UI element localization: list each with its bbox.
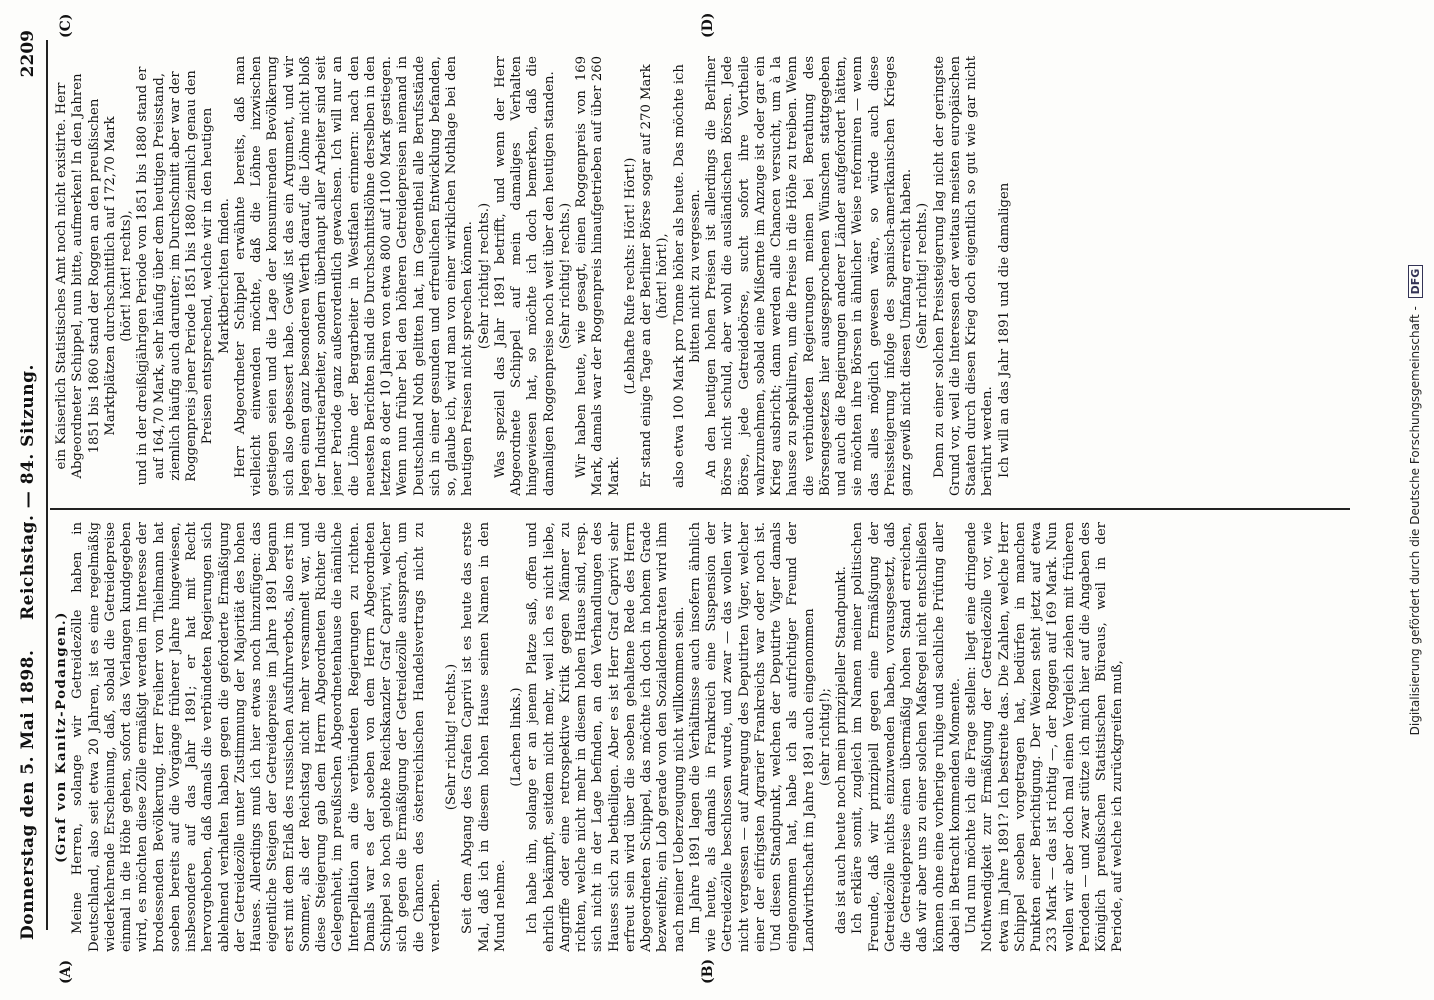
paragraph: also etwa 100 Mark pro Tonne höher als heute. Das möchte ich bitten nicht zu vergessen. (671, 64, 703, 488)
interjection: (Lachen links.) (509, 687, 524, 787)
interjection: (Sehr richtig! rechts.) (915, 202, 931, 350)
paragraph: Im Jahre 1891 lagen die Verhältnisse auch insofern ähnlich wie heute, als damals in Frankreich eine Suspension der Getreidezölle beschlossen wurde, und zwar — das wollen wir nicht vergessen — auf Anregung des Deputirten Viger, welcher einer der eifrigsten Agrarier Frankreichs war oder noch ist. Und diesen Standpunkt, welchen der Deputirte Viger damals eingenommen hat, habe ich als aufrichtiger Freund der Landwirthschaft im Jahre 1891 auch eingenommen (687, 522, 817, 952)
margin-mark-a: (A) (58, 959, 74, 984)
margin-mark-b: (B) (700, 958, 716, 984)
paragraph: Und nun möchte ich die Frage stellen: liegt eine dringende Nothwendigkeit zur Ermäßigung der Getreidezölle vor, wie etwa im Jahre 1891? Ich bestreite das. Die Zahlen, welche Herr Schippel soeben vorgetragen hat, bedürfen in manchen Punkten einer Berichtigung. Der Weizen steht jetzt auf etwa 233 Mark — das ist richtig —, der Roggen auf 169 Mark. Nun wollen wir aber doch mal einen Vergleich ziehen mit früheren Perioden — und zwar stütze ich mich hier auf die Angaben des Königlich preußischen Statistischen Büreaus, weil in der Periode, auf welche ich zurückgreifen muß, (964, 522, 1126, 952)
paragraph: Meine Herren, solange wir Getreidezölle haben in Deutschland, also seit etwa 20 Jahren, ist es eine regelmäßig wiederkehrende Erscheinung, daß, sobald die Getreidepreise einmal in die Höhe gehen, sofort das Verlangen kundgegeben wird, es möchten diese Zölle ermäßigt werden im Interesse der brodessenden Bevölkerung. Herr Freiherr von Thielmann hat soeben bereits auf die Vorgänge früherer Jahre hingewiesen, insbesondere auf das Jahr 1891; er hat mit Recht hervorgehoben, daß damals die verbündeten Regierungen sich ablehnend verhalten haben gegen die geforderte Ermäßigung der Getreidezölle unter Zustimmung der Majorität des hohen Hauses. Allerdings muß ich hier etwas noch hinzufügen: das eigentliche Steigen der Getreidepreise im Jahre 1891 begann erst mit dem Erlaß des russischen Ausfuhrverbots, also erst im Sommer, als der Reichstag nicht mehr versammelt war, und diese Steigerung gab dem Herrn Abgeordneten Richter die Gelegenheit, im preußischen Abgeordnetenhause die nämliche Interpellation an die verbündeten Regierungen zu richten. Damals war es der soeben von dem Herrn Abgeordneten Schippel so hoch gelobte Reichskanzler Graf Caprivi, welcher sich gegen die Ermäßigung der Getreidezölle aussprach, um die Chancen des österreichischen Handelsvertrags nicht zu verderben. (70, 522, 443, 952)
paragraph: Wir haben heute, wie gesagt, einen Roggenpreis von 169 Mark, damals war der Roggenpreis hinaufgetrieben auf über 260 Mark. (574, 56, 622, 496)
paragraph: Herr Abgeordneter Schippel erwähnte bereits, daß man vielleicht einwenden möchte, daß die Löhne inzwischen gestiegen seien und die Lage der konsumirenden Bevölkerung sich also gebessert habe. Gewiß ist das ein Argument, und wir legen einen ganz besonderen Werth darauf, die Löhne nicht bloß der Industriearbeiter, sondern überhaupt aller Arbeiter sind seit jener Periode ganz außerordentlich gewachsen. Ich will nur an die Löhne der Bergarbeiter in Westfalen erinnern: nach den neuesten Berichten sind die Durchschnittslöhne derselben in den letzten 8 oder 10 Jahren von etwa 800 auf 1100 Mark gestiegen. Wenn nun früher bei den höheren Getreidepreisen niemand in Deutschland Noth gelitten hat, im Gegentheil alle Berufsstände sich in einer gesunden und erfreulichen Entwicklung befanden, so, glaube ich, wird man von einer wirklichen Nothlage bei den heutigen Preisen nicht sprechen können. (232, 56, 476, 496)
left-text-column (54, 522, 1374, 952)
interjection: (hört! hört! rechts), (119, 210, 134, 342)
paragraph: Was speziell das Jahr 1891 betrifft, und wenn der Herr Abgeordnete Schippel auf mein damaliges Verhalten hingewiesen hat, so möchte ich doch bemerken, daß die damaligen Roggenpreise noch weit über den heutigen standen. (492, 56, 557, 496)
dfg-logo: DFG (1408, 265, 1423, 299)
paragraph: Seit dem Abgang des Grafen Caprivi ist es heute das erste Mal, daß ich in diesem hohen Hause seinen Namen in den Mund nehme. (460, 522, 508, 952)
paragraph: Ich will an das Jahr 1891 und die damaligen (996, 182, 1012, 478)
header-date: Donnerstag den 5. Mai 1898. (18, 649, 38, 940)
credit-text: Digitalisierung gefördert durch die Deutsche Forschungsgemeinschaft - (1408, 306, 1422, 736)
paragraph: und in der dreißigjährigen Periode von 1851 bis 1880 stand er auf 164,70 Mark, sehr häufig über dem heutigen Preisstand, ziemlich häufig auch darunter; im Durchschnitt aber war der Roggenpreis jener Periode 1851 bis 1880 ziemlich genau den Preisen entsprechend, welche wir in den heutigen Marktberichten finden. (135, 66, 232, 486)
interjection: (Lebhafte Rufe rechts: Hört! Hört!) (622, 157, 638, 395)
paragraph: Er stand einige Tage an der Berliner Börse sogar auf 270 Mark (639, 64, 654, 488)
paragraph: An den heutigen hohen Preisen ist allerdings die Berliner Börse nicht schuld, aber wohl die ausländischen Börsen. Jede Börse, jede Getreidebörse, sucht sofort ihre Vortheile wahrzunehmen, sobald eine Mißernte im Anzuge ist oder gar ein Krieg ausbricht; dann werden alle Chancen versucht, um à la hausse zu spekuliren, um die Preise in die Höhe zu treiben. Wenn die verbündeten Regierungen meinen bei Berathung des Börsengesetzes hier ausgesprochenen Wünschen stattgegeben und auch die Regierungen anderer Länder aufgefordert hätten, sie möchten ihre Börsen in ähnlicher Weise reformiren — wenn das alles möglich gewesen wäre, so würde auch diese Preissteigerung infolge des spanisch-amerikanischen Krieges ganz gewiß nicht diesen Umfang erreicht haben. (704, 56, 914, 496)
paragraph: ein Kaiserlich Statistisches Amt noch nicht existirte. Herr Abgeordneter Schippel, nun bitte, aufmerken! In den Jahren 1851 bis 1860 stand der Roggen an den preußischen Marktplätzen durchschnittlich auf 172,70 Mark (54, 73, 118, 479)
header-rule (46, 40, 48, 930)
interjection: (hört! hört!), (655, 233, 671, 319)
digitization-credit (1408, 0, 1423, 1000)
speaker-name: (Graf von Kanitz-Podangen.) (54, 611, 69, 863)
column-divider (50, 508, 1350, 510)
header-title: Reichstag. — 84. Sitzung. (18, 364, 38, 620)
paragraph: Ich erkläre somit, zugleich im Namen meiner politischen Freunde, daß wir prinzipiell gegen eine Ermäßigung der Getreidezölle nichts einzuwenden haben, vorausgesetzt, daß die Getreidepreise einen übermäßig hohen Stand erreichen, daß wir aber uns zu einer solchen Maßregel nicht entschließen können ohne eine vorherige ruhige und sachliche Prüfung aller dabei in Betracht kommenden Momente. (850, 522, 963, 952)
interjection: (Sehr richtig! rechts.) (557, 202, 573, 350)
paragraph: das ist auch heute noch mein prinzipieller Standpunkt. (834, 566, 849, 934)
interjection: (Sehr richtig! rechts.) (476, 202, 492, 350)
interjection: (Sehr richtig! rechts.) (444, 663, 459, 811)
page-number: 2209 (18, 30, 38, 78)
paragraph: Denn zu einer solchen Preissteigerung lag nicht der geringste Grund vor, weil die Interessen der weitaus meisten europäischen Staaten durch diesen Krieg doch eigentlich so gut wie gar nicht berührt werden. (931, 56, 996, 496)
right-text-column (54, 56, 1374, 496)
page-header (14, 30, 44, 940)
interjection: (sehr richtig!); (817, 688, 833, 786)
margin-mark-c: (C) (58, 13, 74, 38)
margin-mark-d: (D) (700, 12, 716, 38)
paragraph: Ich habe ihn, solange er an jenem Platze saß, offen und ehrlich bekämpft, seitdem nicht mehr, weil ich es nicht liebe, Angriffe oder eine retrospektive Kritik gegen Männer zu richten, welche nicht mehr in diesem hohen Hause sind, resp. sich nicht in der Lage befinden, an den Verhandlungen des Hauses sich zu betheiligen. Aber es ist Herr Graf Caprivi sehr erfreut sein wird über die soeben gehaltene Rede des Herrn Abgeordneten Schippel, das möchte ich doch in hohem Grade bezweifeln; ein Lob gerade von den Sozialdemokraten wird ihm nach meiner Ueberzeugung nicht willkommen sein. (525, 522, 687, 952)
